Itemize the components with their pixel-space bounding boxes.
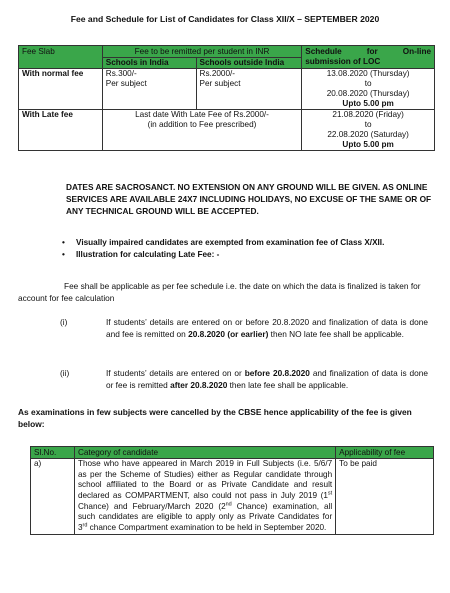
- clause-number: (ii): [60, 368, 70, 378]
- late-fee-to: to: [364, 120, 372, 129]
- list-item: • Illustration for calculating Late Fee: -: [62, 249, 384, 261]
- normal-fee-to: to: [364, 79, 372, 88]
- clause-text: If students’ details are entered on or before 20.8.2020 and finalization of data is done and fee is remitted on: [106, 317, 428, 340]
- fee-schedule-table: [18, 45, 435, 151]
- clause-text: and finalization of data is done or fee is remitted: [106, 368, 428, 391]
- normal-fee-schedule: [302, 69, 435, 110]
- clause-text: If students’ details are entered on or: [106, 368, 245, 378]
- normal-fee-start: 13.08.2020 (Thursday): [326, 69, 410, 78]
- category-text: chance Compartment examination to be held in September 2020.: [87, 522, 327, 532]
- header-fee-slab: Fee Slab: [19, 46, 103, 69]
- page-title: Fee and Schedule for List of Candidates for Class XII/X – SEPTEMBER 2020: [70, 14, 380, 24]
- normal-fee-outside-unit: Per subject: [199, 79, 241, 88]
- header-schools-outside: Schools outside India: [196, 58, 302, 69]
- clause-text: then late fee shall be applicable.: [227, 380, 349, 391]
- late-fee-start: 21.08.2020 (Friday): [332, 110, 404, 119]
- row-slno: a): [31, 459, 75, 535]
- category-text: Chance) and February/March 2020 (2: [77, 501, 226, 511]
- header-fee-remit: Fee to be remitted per student in INR: [102, 46, 301, 58]
- late-fee-schedule: [302, 110, 435, 151]
- late-fee-label: With Late fee: [19, 110, 103, 151]
- clause-emphasis: 20.8.2020 (or earlier): [188, 329, 269, 340]
- table-row: [31, 459, 434, 535]
- clause-emphasis: after 20.8.2020: [170, 380, 228, 391]
- late-fee-amount: [102, 110, 301, 151]
- header-applicability: Applicability of fee: [336, 447, 434, 459]
- fee-applicability-paragraph: Fee shall be applicable as per fee schedule i.e. the date on which the data is finalized is taken for account for fee calculation: [18, 281, 421, 304]
- ordinal-suffix: nd: [225, 500, 232, 507]
- category-text: Those who have appeared in March 2019 in Full Subjects (i.e. 5/6/7 as per the Scheme of Studies) either as Regular candidate through school affiliated to the Board or as Private Candidate and result declared as COMPARTMENT, also could not pass in July 2019 (1: [77, 459, 333, 500]
- row-category: [74, 459, 335, 535]
- category-table-header-row: [31, 447, 434, 459]
- fee-table-header-row: [19, 46, 435, 58]
- header-schedule-word: Schedule: [305, 47, 342, 56]
- ordinal-suffix: rd: [82, 522, 88, 529]
- late-fee-end: 22.08.2020 (Saturday): [327, 130, 409, 139]
- clause-text: then NO late fee shall be applicable.: [268, 329, 404, 340]
- late-fee-line-1: Last date With Late Fee of Rs.2000/-: [135, 110, 269, 119]
- table-row: [19, 69, 435, 110]
- ordinal-suffix: st: [327, 490, 333, 497]
- sacrosanct-notice: DATES ARE SACROSANCT. NO EXTENSION ON ANY GROUND WILL BE GIVEN. AS ONLINE SERVICES ARE AVAILABLE 24X7 INCLUDING HOLIDAYS, NO EXCUSE OF THE SAME OR OF ANY TECHNICAL GROUND WILL BE ACCEPTED.: [66, 182, 432, 217]
- clause-number: (i): [60, 317, 68, 327]
- header-schools-india: Schools in India: [102, 58, 196, 69]
- normal-fee-india-unit: Per subject: [105, 79, 147, 88]
- header-category: Category of candidate: [74, 447, 335, 459]
- normal-fee-india: [102, 69, 196, 110]
- bullet-list: [62, 237, 384, 262]
- normal-fee-outside-amount: Rs.2000/-: [199, 69, 236, 78]
- header-schedule-for: for: [366, 47, 378, 56]
- row-applicability: To be paid: [336, 459, 434, 535]
- clause-i: [60, 316, 428, 340]
- header-schedule-loc: submission of LOC: [305, 57, 381, 66]
- normal-fee-label: With normal fee: [19, 69, 103, 110]
- header-slno: Sl.No.: [31, 447, 75, 459]
- header-schedule: [302, 46, 435, 69]
- list-item: • Visually impaired candidates are exempted from examination fee of Class X/XII.: [62, 237, 384, 249]
- cancelled-exams-paragraph: As examinations in few subjects were cancelled by the CBSE hence applicability of the fee is given below:: [18, 407, 412, 430]
- normal-fee-end: 20.08.2020 (Thursday): [326, 89, 410, 98]
- category-text: Chance) examination, all such candidates are eligible to apply only as Private Candidates for 3: [77, 501, 333, 532]
- clause-ii: [60, 367, 428, 391]
- header-schedule-online: On-line: [402, 47, 431, 56]
- normal-fee-outside: [196, 69, 302, 110]
- table-row: [19, 110, 435, 151]
- category-table: [30, 446, 434, 535]
- clause-emphasis: before 20.8.2020: [244, 368, 310, 378]
- late-fee-line-2: (in addition to Fee prescribed): [147, 120, 257, 129]
- normal-fee-time: Upto 5.00 pm: [342, 99, 394, 108]
- late-fee-time: Upto 5.00 pm: [342, 140, 394, 149]
- normal-fee-india-amount: Rs.300/-: [105, 69, 137, 78]
